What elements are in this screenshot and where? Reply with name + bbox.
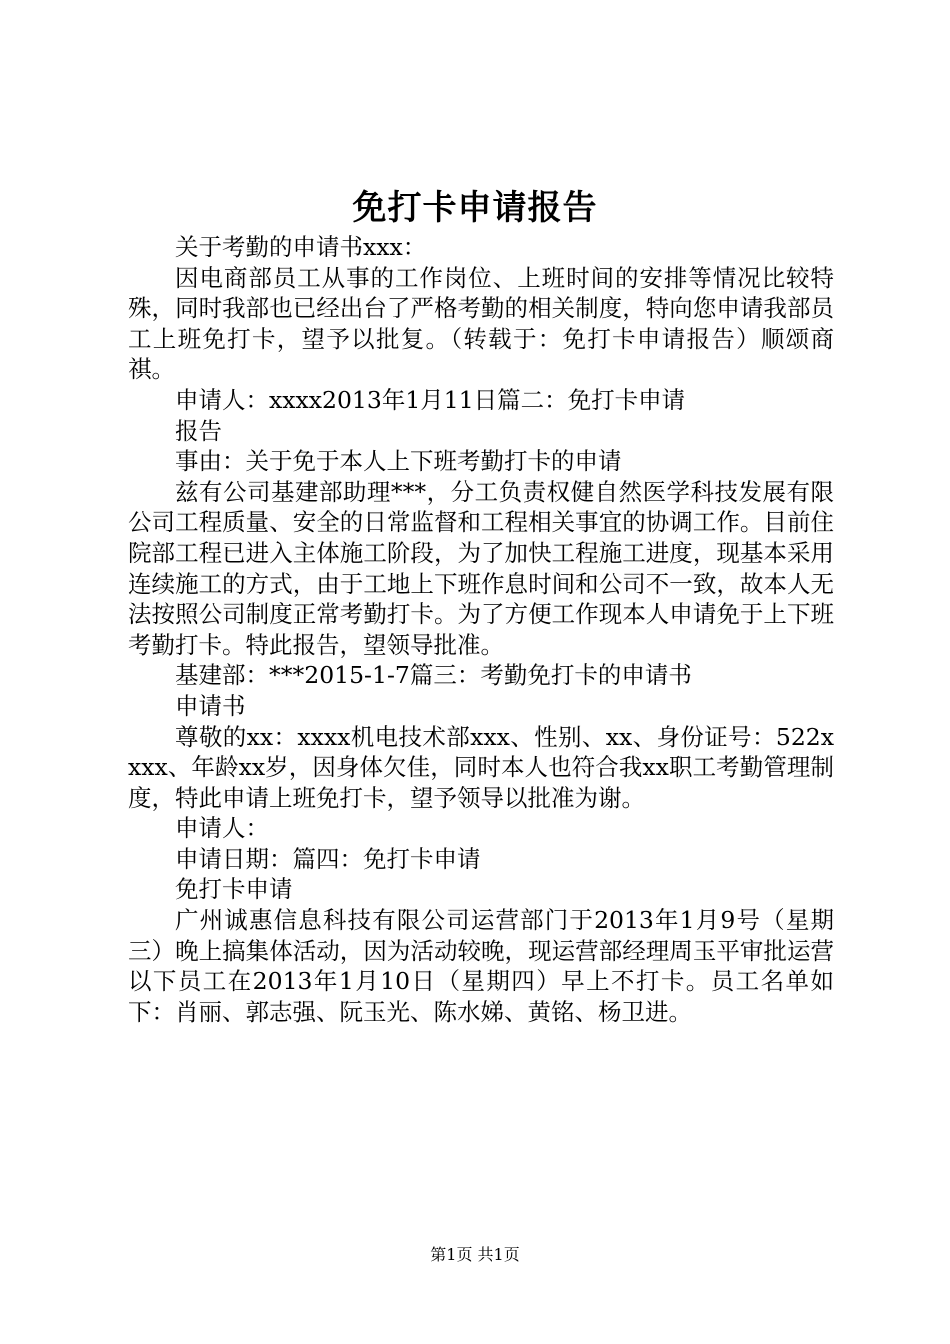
paragraph: 尊敬的xx：xxxx机电技术部xxx、性别、xx、身份证号：522xxxx、年龄xx岁，因身体欠佳，同时本人也符合我xx职工考勤管理制度，特此申请上班免打卡，望予领导以批准为谢。 [128,722,834,812]
paragraph: 兹有公司基建部助理***，分工负责权健自然医学科技发展有限公司工程质量、安全的日常监督和工程相关事宜的协调工作。目前住院部工程已进入主体施工阶段，为了加快工程施工进度，现基本采用连续施工的方式，由于工地上下班作息时间和公司不一致，故本人无法按照公司制度正常考勤打卡。为了方便工作现本人申请免于上下班考勤打卡。特此报告，望领导批准。 [128,477,834,659]
paragraph: 因电商部员工从事的工作岗位、上班时间的安排等情况比较特殊，同时我部也已经出台了严格考勤的相关制度，特向您申请我部员工上班免打卡，望予以批复。（转载于：免打卡申请报告）顺颂商祺。 [128,263,834,384]
paragraph: 申请人：xxxx2013年1月11日篇二：免打卡申请 [175,385,686,414]
paragraph: 申请日期：篇四：免打卡申请 [175,844,481,873]
document-body [128,232,834,1027]
paragraph: 基建部：***2015-1-7篇三：考勤免打卡的申请书 [175,661,692,690]
paragraph: 免打卡申请 [175,875,293,904]
paragraph: 关于考勤的申请书xxx： [175,233,427,261]
page-footer: 第1页 共1页 [430,1245,520,1264]
paragraph: 报告 [175,416,222,445]
paragraph: 广州诚惠信息科技有限公司运营部门于2013年1月9号（星期三）晚上搞集体活动，因为活动较晚，现运营部经理周玉平审批运营以下员工在2013年1月10日（星期四）早上不打卡。员工名单如下：肖丽、郭志强、阮玉光、陈水娣、黄铭、杨卫进。 [128,906,834,1026]
paragraph: 事由：关于免于本人上下班考勤打卡的申请 [175,447,622,476]
paragraph: 申请书 [175,691,246,720]
document-title: 免打卡申请报告 [352,188,598,228]
paragraph: 申请人： [175,814,269,843]
